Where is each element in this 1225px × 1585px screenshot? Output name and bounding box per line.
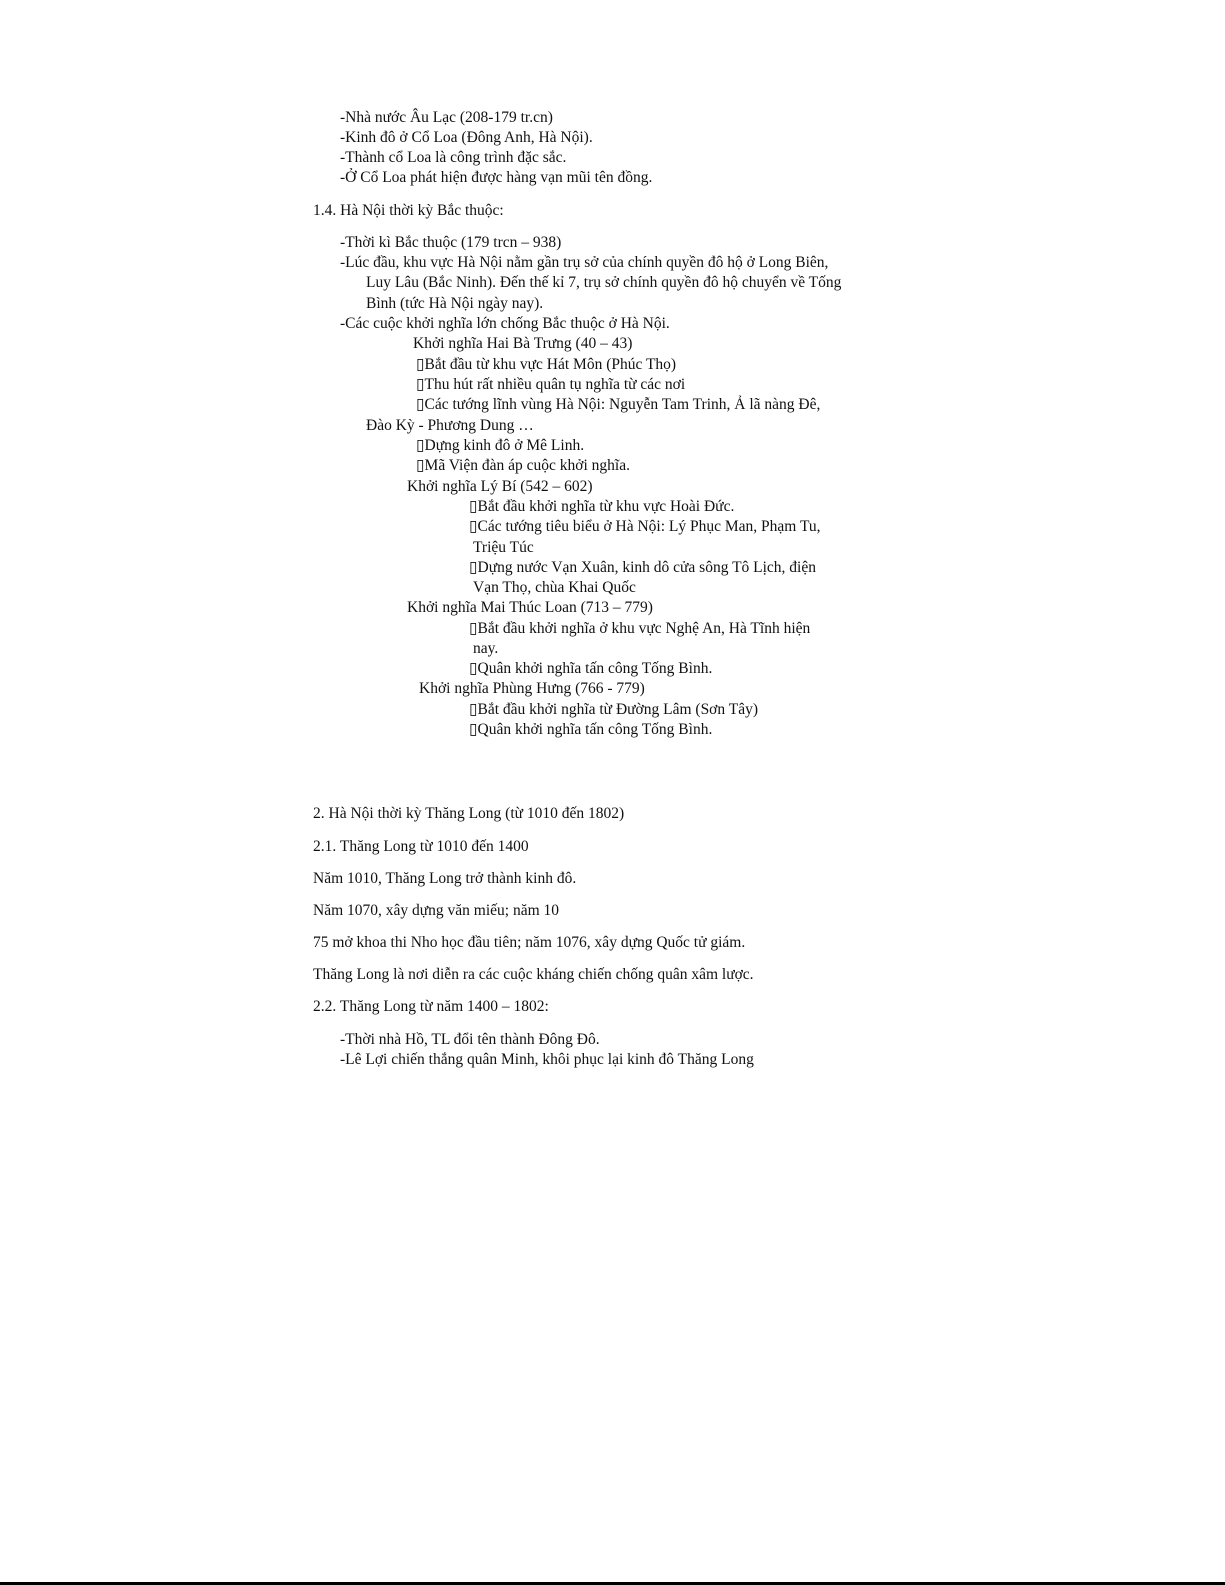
uprising-item: ▯Quân khởi nghĩa tấn công Tống Bình.: [469, 721, 713, 738]
paragraph: Thăng Long là nơi diễn ra các cuộc kháng chiến chống quân xâm lược.: [313, 966, 754, 983]
uprising-item: ▯Dựng nước Vạn Xuân, kinh dô cửa sông Tô Lịch, điện: [469, 559, 816, 576]
au-lac-line: -Thành cổ Loa là công trình đặc sắc.: [340, 149, 567, 166]
uprising-item: ▯Mã Viện đàn áp cuộc khởi nghĩa.: [416, 457, 630, 474]
thang-long-line: -Thời nhà Hồ, TL đổi tên thành Đông Đô.: [340, 1031, 600, 1048]
uprising-item: ▯Thu hút rất nhiều quân tụ nghĩa từ các nơi: [416, 376, 686, 393]
au-lac-line: -Kinh đô ở Cổ Loa (Đông Anh, Hà Nội).: [340, 129, 593, 146]
au-lac-line: -Ở Cổ Loa phát hiện được hàng vạn mũi tên đồng.: [340, 169, 653, 186]
uprising-item: ▯Bắt đầu khởi nghĩa ở khu vực Nghệ An, Hà Tĩnh hiện: [469, 620, 811, 637]
uprising-title: Khởi nghĩa Phùng Hưng (766 - 779): [419, 680, 645, 697]
thang-long-line: -Lê Lợi chiến thắng quân Minh, khôi phục lại kinh đô Thăng Long: [340, 1051, 754, 1068]
uprising-item: ▯Bắt đầu khởi nghĩa từ khu vực Hoài Đức.: [469, 498, 735, 515]
bac-thuoc-line: Luy Lâu (Bắc Ninh). Đến thế kỉ 7, trụ sở chính quyền đô hộ chuyển về Tống: [366, 274, 842, 291]
uprising-item: ▯Bắt đầu từ khu vực Hát Môn (Phúc Thọ): [416, 356, 677, 373]
uprising-title: Khởi nghĩa Lý Bí (542 – 602): [407, 478, 593, 495]
section-heading-1-4: 1.4. Hà Nội thời kỳ Bắc thuộc:: [313, 202, 504, 219]
bac-thuoc-line: -Lúc đầu, khu vực Hà Nội nằm gần trụ sở của chính quyền đô hộ ở Long Biên,: [340, 254, 829, 271]
bac-thuoc-line: -Các cuộc khởi nghĩa lớn chống Bắc thuộc ở Hà Nội.: [340, 315, 670, 332]
uprising-item: Đào Kỳ - Phương Dung …: [366, 417, 534, 434]
paragraph: Năm 1010, Thăng Long trở thành kinh đô.: [313, 870, 577, 887]
bac-thuoc-line: -Thời kì Bắc thuộc (179 trcn – 938): [340, 234, 562, 251]
uprising-item: ▯Dựng kinh đô ở Mê Linh.: [416, 437, 585, 454]
uprising-item: Triệu Túc: [473, 539, 534, 556]
uprising-title: Khởi nghĩa Mai Thúc Loan (713 – 779): [407, 599, 653, 616]
uprising-item: nay.: [473, 640, 499, 657]
uprising-item: ▯Các tướng lĩnh vùng Hà Nội: Nguyễn Tam Trinh, Ả lã nàng Đê,: [416, 396, 821, 413]
uprising-item: ▯Quân khởi nghĩa tấn công Tống Bình.: [469, 660, 713, 677]
section-heading-2-1: 2.1. Thăng Long từ 1010 đến 1400: [313, 838, 529, 855]
uprising-item: Vạn Thọ, chùa Khai Quốc: [473, 579, 636, 596]
paragraph: 75 mở khoa thi Nho học đầu tiên; năm 1076, xây dựng Quốc tử giám.: [313, 934, 746, 951]
section-heading-2: 2. Hà Nội thời kỳ Thăng Long (từ 1010 đến 1802): [313, 805, 625, 822]
uprising-item: ▯Các tướng tiêu biểu ở Hà Nội: Lý Phục Man, Phạm Tu,: [469, 518, 821, 535]
paragraph: Năm 1070, xây dựng văn miếu; năm 10: [313, 902, 560, 919]
section-heading-2-2: 2.2. Thăng Long từ năm 1400 – 1802:: [313, 998, 549, 1015]
au-lac-line: -Nhà nước Âu Lạc (208-179 tr.cn): [340, 109, 553, 126]
uprising-item: ▯Bắt đầu khởi nghĩa từ Đường Lâm (Sơn Tây): [469, 701, 758, 718]
uprising-title: Khởi nghĩa Hai Bà Trưng (40 – 43): [413, 335, 633, 352]
bac-thuoc-line: Bình (tức Hà Nội ngày nay).: [366, 295, 544, 312]
